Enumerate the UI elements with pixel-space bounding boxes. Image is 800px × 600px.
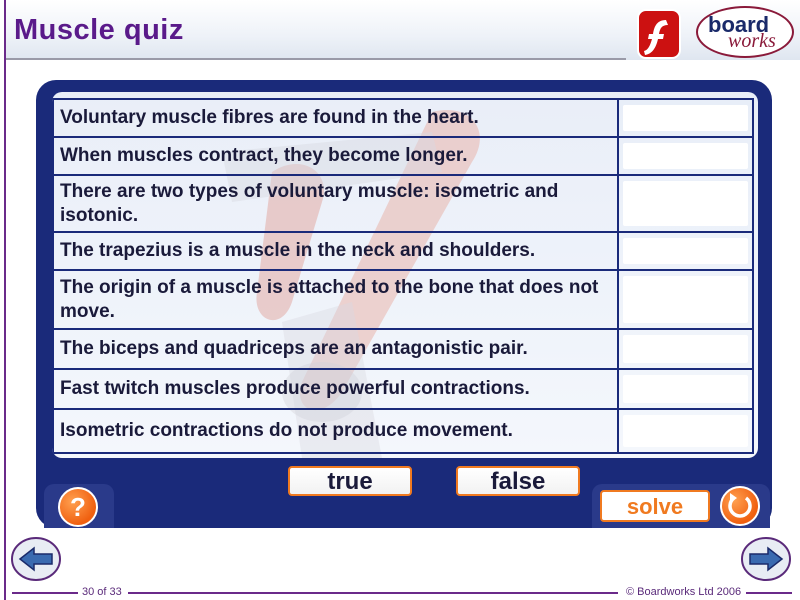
answer-cell[interactable] [618, 175, 753, 232]
answer-box[interactable] [623, 238, 748, 264]
answer-box[interactable] [623, 375, 748, 403]
answer-box[interactable] [623, 415, 748, 447]
statement-text: The trapezius is a muscle in the neck and shoulders. [53, 232, 618, 270]
copyright-text: © Boardworks Ltd 2006 [626, 586, 742, 598]
next-slide-icon[interactable] [740, 536, 792, 582]
true-button[interactable]: true [288, 466, 412, 496]
answer-cell[interactable] [618, 99, 753, 137]
table-row [53, 137, 753, 175]
table-row [53, 175, 753, 232]
left-border [4, 0, 6, 600]
answer-box[interactable] [623, 276, 748, 323]
answer-cell[interactable] [618, 409, 753, 453]
page-number: 30 of 33 [82, 586, 122, 598]
table-row [53, 270, 753, 329]
logo-board-text: board [708, 12, 770, 37]
answer-cell[interactable] [618, 329, 753, 369]
footer-rule [12, 592, 78, 594]
reset-icon [722, 488, 758, 524]
logo-works-text: works [728, 30, 776, 52]
answer-box[interactable] [623, 181, 748, 226]
quiz-area [52, 92, 758, 458]
statement-text: The biceps and quadriceps are an antagonistic pair. [53, 329, 618, 369]
answer-cell[interactable] [618, 232, 753, 270]
answer-cell[interactable] [618, 369, 753, 409]
help-button[interactable]: ? [58, 487, 98, 527]
flash-logo-icon [636, 8, 682, 60]
statement-text: When muscles contract, they become longer. [53, 137, 618, 175]
footer-rule [746, 592, 792, 594]
page-title: Muscle quiz [14, 14, 184, 46]
answer-box[interactable] [623, 335, 748, 363]
statement-text: Fast twitch muscles produce powerful contractions. [53, 369, 618, 409]
statement-text: Isometric contractions do not produce movement. [53, 409, 618, 453]
statement-text: Voluntary muscle fibres are found in the heart. [53, 99, 618, 137]
header-rule [6, 58, 626, 60]
answer-cell[interactable] [618, 137, 753, 175]
statement-text: There are two types of voluntary muscle: isometric and isotonic. [53, 175, 618, 232]
statement-text: The origin of a muscle is attached to the bone that does not move. [53, 270, 618, 329]
previous-slide-icon[interactable] [10, 536, 62, 582]
table-row [53, 409, 753, 453]
answer-box[interactable] [623, 143, 748, 169]
table-row [53, 99, 753, 137]
answer-box[interactable] [623, 105, 748, 131]
table-row [53, 369, 753, 409]
boardworks-logo [696, 6, 796, 60]
quiz-table [52, 98, 754, 454]
table-row [53, 329, 753, 369]
solve-button[interactable]: solve [600, 490, 710, 522]
reset-button[interactable] [720, 486, 760, 526]
false-button[interactable]: false [456, 466, 580, 496]
footer-rule [128, 592, 618, 594]
answer-cell[interactable] [618, 270, 753, 329]
table-row [53, 232, 753, 270]
